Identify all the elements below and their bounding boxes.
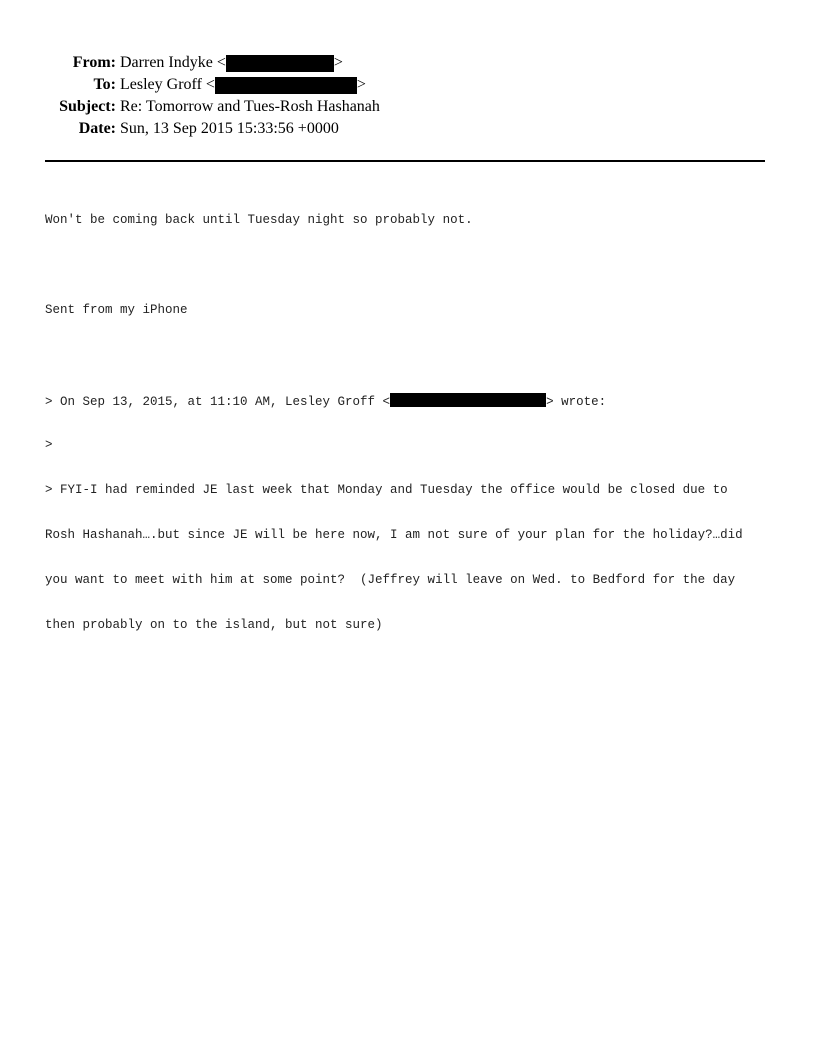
subject-row — [0, 96, 380, 118]
to-name: Lesley Groff < — [120, 76, 215, 93]
quote-line: > FYI-I had reminded JE last week that Monday and Tuesday the office would be closed due to — [45, 483, 728, 497]
quote-line: then probably on to the island, but not sure) — [45, 618, 383, 632]
quote-intro-before: > On Sep 13, 2015, at 11:10 AM, Lesley Groff < — [45, 395, 391, 409]
email-header — [0, 52, 380, 140]
header-divider — [45, 160, 765, 162]
from-label: From: — [72, 54, 116, 71]
to-close: > — [356, 76, 366, 93]
date-label: Date: — [78, 120, 116, 137]
from-value — [120, 52, 343, 74]
signature-line: Sent from my iPhone — [45, 303, 188, 317]
quote-blank-line: > — [45, 438, 53, 452]
subject-label: Subject: — [59, 98, 116, 115]
redaction-block — [226, 55, 334, 72]
to-value — [120, 74, 366, 96]
date-value: Sun, 13 Sep 2015 15:33:56 +0000 — [120, 120, 339, 137]
spacer — [45, 258, 775, 273]
redaction-block — [215, 77, 357, 94]
from-close: > — [333, 54, 343, 71]
quote-intro-line — [45, 393, 775, 408]
quote-line: you want to meet with him at some point? (Jeffrey will leave on Wed. to Bedford for the day — [45, 573, 736, 587]
to-row — [0, 74, 380, 96]
to-label: To: — [93, 76, 116, 93]
redaction-block — [390, 393, 546, 407]
email-body — [45, 183, 775, 648]
spacer — [45, 348, 775, 363]
quote-line: Rosh Hashanah….but since JE will be here now, I am not sure of your plan for the holiday?…did — [45, 528, 743, 542]
from-name: Darren Indyke < — [120, 54, 226, 71]
quote-intro-after: > wrote: — [546, 395, 607, 409]
subject-value: Re: Tomorrow and Tues-Rosh Hashanah — [120, 98, 380, 115]
reply-line: Won't be coming back until Tuesday night so probably not. — [45, 213, 473, 227]
from-row — [0, 52, 380, 74]
date-row — [0, 118, 380, 140]
